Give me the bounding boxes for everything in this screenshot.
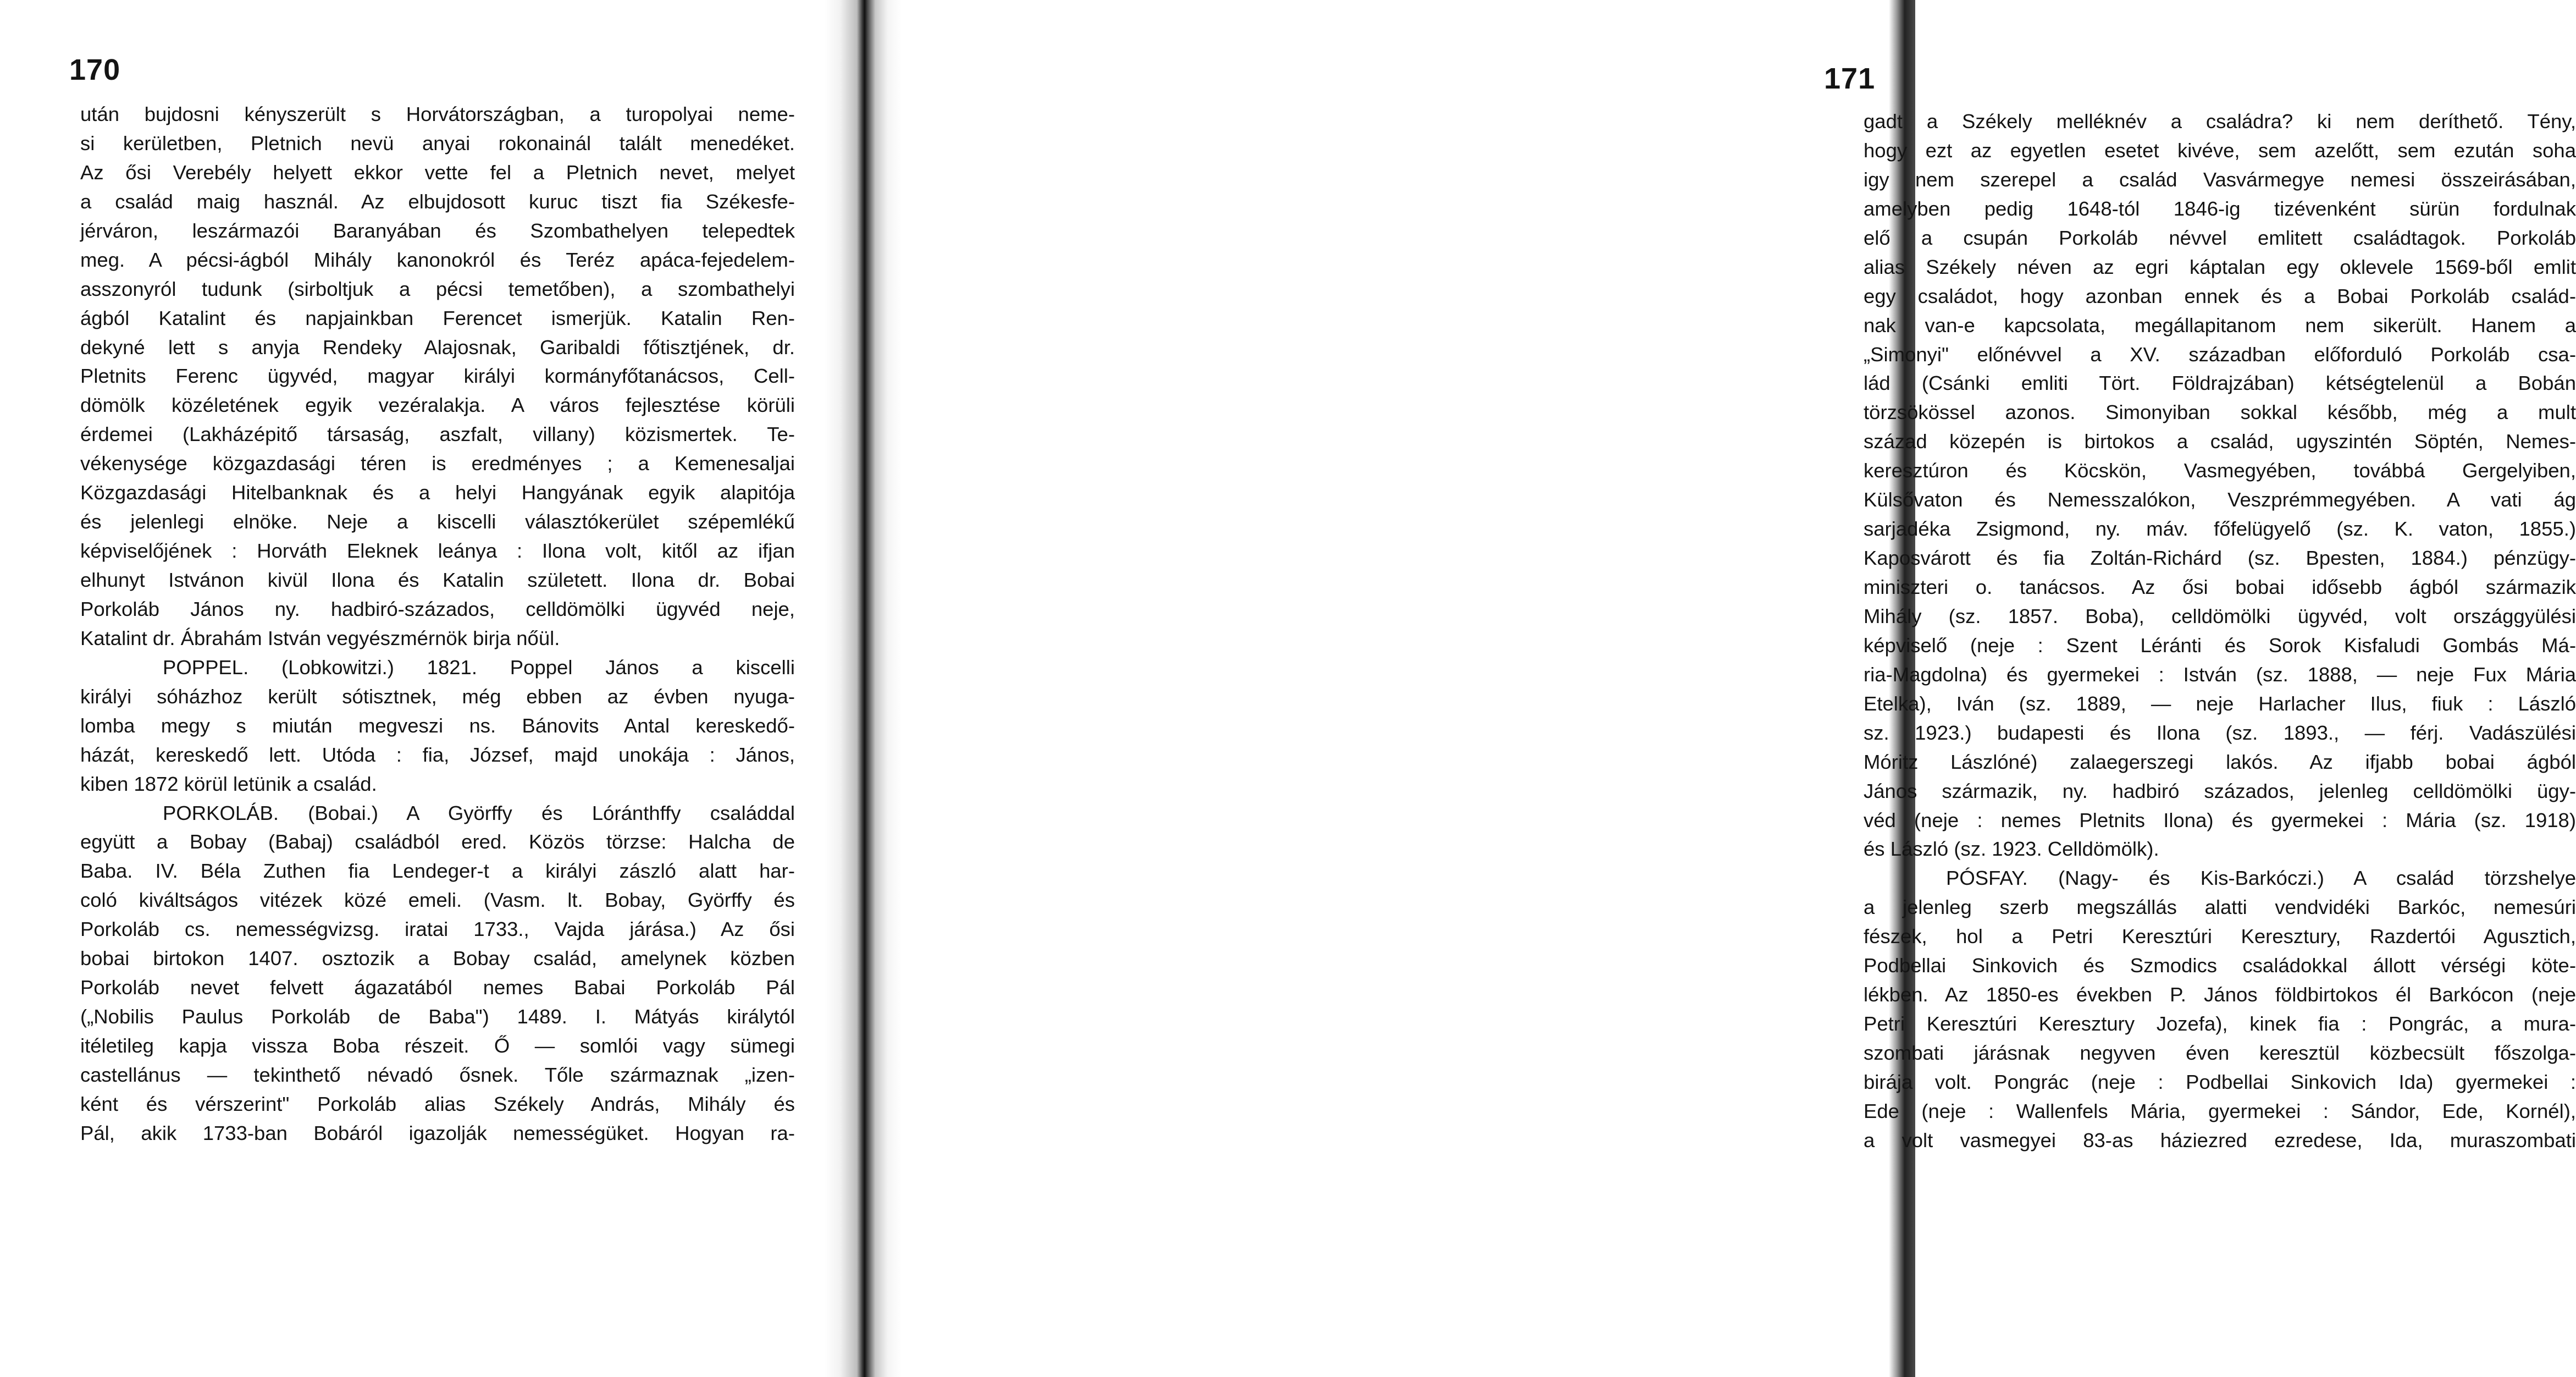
text-line: szombati járásnak negyven éven keresztül közbecsült főszolga- — [1864, 1042, 2576, 1064]
text-line: Pletnits Ferenc ügyvéd, magyar királyi kormányfőtanácsos, Cell- — [80, 365, 795, 388]
text-line: Közgazdasági Hitelbanknak és a helyi Hangyának egyik alapitója — [80, 481, 795, 504]
text-line: Baba. IV. Béla Zuthen fia Lendeger-t a királyi zászló alatt har- — [80, 860, 795, 883]
text-line: hogy ezt az egyetlen esetet kivéve, sem azelőtt, sem ezután soha — [1864, 139, 2576, 162]
text-line: nak van-e kapcsolata, megállapitanom nem sikerült. Hanem a — [1864, 313, 2576, 337]
page-number-right: 171 — [1824, 62, 1876, 95]
text-line: Ede (neje : Wallenfels Mária, gyermekei : Sándor, Ede, Kornél), — [1864, 1099, 2576, 1122]
text-line: törzsökössel azonos. Simonyiban sokkal később, még a mult — [1864, 401, 2576, 424]
right-page-text — [1864, 107, 2576, 1155]
text-line: alias Székely néven az egri káptalan egy oklevele 1569-ből emlit — [1864, 255, 2576, 278]
text-line: Porkoláb nevet felvett ágazatából nemes Babai Porkoláb Pál — [80, 976, 795, 999]
text-line: ágból Katalint és napjainkban Ferencet ismerjük. Katalin Ren- — [80, 306, 795, 329]
text-line: lomba megy s miután megveszi ns. Bánovits Antal kereskedő- — [80, 714, 795, 737]
right-page — [880, 0, 2576, 1377]
text-line: jérváron, leszármazói Baranyában és Szombathelyen telepedtek — [80, 219, 795, 242]
text-line: Porkoláb cs. nemességvizsg. iratai 1733., Vajda járása.) Az ősi — [80, 918, 795, 941]
text-line: dömölk közéletének egyik vezéralakja. A város fejlesztése körüli — [80, 394, 795, 417]
text-line: elhunyt Istvánon kivül Ilona és Katalin született. Ilona dr. Bobai — [80, 569, 795, 591]
text-line: véd (neje : nemes Pletnits Ilona) és gyermekei : Mária (sz. 1918) — [1864, 808, 2576, 831]
text-line: század közepén is birtokos a család, ugyszintén Söptén, Nemes- — [1864, 430, 2576, 453]
text-line: vékenysége közgazdasági téren is eredményes ; a Kemenesaljai — [80, 452, 795, 475]
text-line: a jelenleg szerb megszállás alatti vendvidéki Barkóc, nemesúri — [1864, 896, 2576, 919]
text-line: dekyné lett s anyja Rendeky Alajosnak, Garibaldi főtisztjének, dr. — [80, 335, 795, 359]
text-line: Mihály (sz. 1857. Boba), celldömölki ügyvéd, volt országgyülési — [1864, 604, 2576, 627]
text-line: amelyben pedig 1648-tól 1846-ig tizévenként sürün fordulnak — [1864, 197, 2576, 220]
text-line: ként és vérszerint" Porkoláb alias Székely András, Mihály és — [80, 1092, 795, 1115]
page-number-left: 170 — [69, 53, 121, 86]
text-line: sarjadéka Zsigmond, ny. máv. főfelügyelő (sz. K. vaton, 1855.) — [1864, 517, 2576, 541]
text-line: házát, kereskedő lett. Utóda : fia, József, majd unokája : János, — [80, 743, 795, 766]
text-line: lád (Csánki emliti Tört. Földrajzában) kétségtelenül a Bobán — [1864, 372, 2576, 395]
text-line: Pál, akik 1733-ban Bobáról igazolják nemességüket. Hogyan ra- — [80, 1121, 795, 1144]
text-line: képviselőjének : Horváth Eleknek leánya : Ilona volt, kitől az ifjan — [80, 539, 795, 563]
text-line: Móritz Lászlóné) zalaegerszegi lakós. Az ifjabb bobai ágból — [1864, 750, 2576, 773]
text-line: és jelenlegi elnöke. Neje a kiscelli választókerület szépemlékű — [80, 510, 795, 533]
text-line: kiben 1872 körül letünik a család. — [80, 772, 377, 795]
text-line: coló kiváltságos vitézek közé emeli. (Vasm. lt. Bobay, Györffy és — [80, 889, 795, 912]
text-line: elő a csupán Porkoláb névvel emlitett családtagok. Porkoláb — [1864, 226, 2576, 249]
text-line: Etelka), Iván (sz. 1889, — neje Harlacher Ilus, fiuk : László — [1864, 692, 2576, 715]
text-line: után bujdosni kényszerült s Horvátországban, a turopolyai neme- — [80, 103, 795, 125]
text-line: („Nobilis Paulus Porkoláb de Baba") 1489. I. Mátyás királytól — [80, 1005, 795, 1028]
text-line: a család maig használ. Az elbujdosott kuruc tiszt fia Székesfe- — [80, 190, 795, 213]
text-line: János származik, ny. hadbiró százados, jelenleg celldömölki ügy- — [1864, 779, 2576, 802]
text-line: Podbellai Sinkovich és Szmodics családokkal állott vérségi köte- — [1864, 954, 2576, 977]
text-line: lékben. Az 1850-es években P. János földbirtokos él Barkócon (neje — [1864, 983, 2576, 1006]
text-line: asszonyról tudunk (sirboltjuk a pécsi temetőben), a szombathelyi — [80, 277, 795, 300]
text-line: PORKOLÁB. (Bobai.) A Györffy és Lóránthffy családdal — [163, 801, 795, 824]
text-line: miniszteri o. tanácsos. Az ősi bobai idősebb ágból származik — [1864, 576, 2576, 598]
text-line: castellánus — tekinthető névadó ősnek. Tőle származnak „izen- — [80, 1063, 795, 1086]
text-line: Petri Keresztúri Keresztury Jozefa), kinek fia : Pongrác, a mura- — [1864, 1012, 2576, 1035]
text-line: Porkoláb János ny. hadbiró-százados, celldömölki ügyvéd neje, — [80, 597, 795, 620]
text-line: PÓSFAY. (Nagy- és Kis-Barkóczi.) A család törzshelye — [1946, 867, 2576, 890]
text-line: gadt a Székely melléknév a családra? ki nem deríthető. Tény, — [1864, 110, 2576, 133]
text-line: képviselő (neje : Szent Léránti és Sorok Kisfaludi Gombás Má- — [1864, 634, 2576, 657]
text-line: itéletileg kapja vissza Boba részeit. Ő — somlói vagy sümegi — [80, 1034, 795, 1057]
text-line: királyi sóházhoz került sótisztnek, még ebben az évben nyuga- — [80, 685, 795, 708]
text-line: meg. A pécsi-ágból Mihály kanonokról és Teréz apáca-fejedelem- — [80, 248, 795, 271]
text-line: birája volt. Pongrác (neje : Podbellai Sinkovich Ida) gyermekei : — [1864, 1070, 2576, 1093]
text-line: ria-Magdolna) és gyermekei : István (sz. 1888, — neje Fux Mária — [1864, 663, 2576, 686]
text-line: fészek, hol a Petri Keresztúri Keresztury, Razdertói Agusztich, — [1864, 925, 2576, 948]
text-line: POPPEL. (Lobkowitzi.) 1821. Poppel János a kiscelli — [163, 656, 795, 679]
text-line: együtt a Bobay (Babaj) családból ered. Közös törzse: Halcha de — [80, 830, 795, 853]
left-page-text — [80, 100, 795, 1148]
text-line: a volt vasmegyei 83-as háziezred ezredese, Ida, muraszombati — [1864, 1128, 2576, 1152]
text-line: és László (sz. 1923. Celldömölk). — [1864, 838, 2159, 861]
text-line: Külsővaton és Nemesszalókon, Veszprémmegyében. A vati ág — [1864, 488, 2576, 511]
text-line: egy családot, hogy azonban ennek és a Bobai Porkoláb család- — [1864, 284, 2576, 307]
text-line: Katalint dr. Ábrahám István vegyészmérnök birja nőül. — [80, 626, 560, 649]
text-line: Az ősi Verebély helyett ekkor vette fel a Pletnich nevet, melyet — [80, 161, 795, 184]
text-line: „Simonyi" előnévvel a XV. században előforduló Porkoláb csa- — [1864, 343, 2576, 366]
text-line: érdemei (Lakházépitő társaság, aszfalt, villany) közismertek. Te- — [80, 423, 795, 446]
text-line: sz. 1923.) budapesti és Ilona (sz. 1893., — férj. Vadászülési — [1864, 721, 2576, 744]
text-line: bobai birtokon 1407. osztozik a Bobay család, amelynek közben — [80, 947, 795, 970]
text-line: keresztúron és Köcskön, Vasmegyében, továbbá Gergelyiben, — [1864, 459, 2576, 482]
left-page — [0, 0, 836, 1377]
text-line: igy nem szerepel a család Vasvármegye nemesi összeirásában, — [1864, 168, 2576, 191]
text-line: si kerületben, Pletnich nevü anyai rokonainál talált menedéket. — [80, 131, 795, 155]
text-line: Kaposvárott és fia Zoltán-Richárd (sz. Bpesten, 1884.) pénzügy- — [1864, 547, 2576, 570]
